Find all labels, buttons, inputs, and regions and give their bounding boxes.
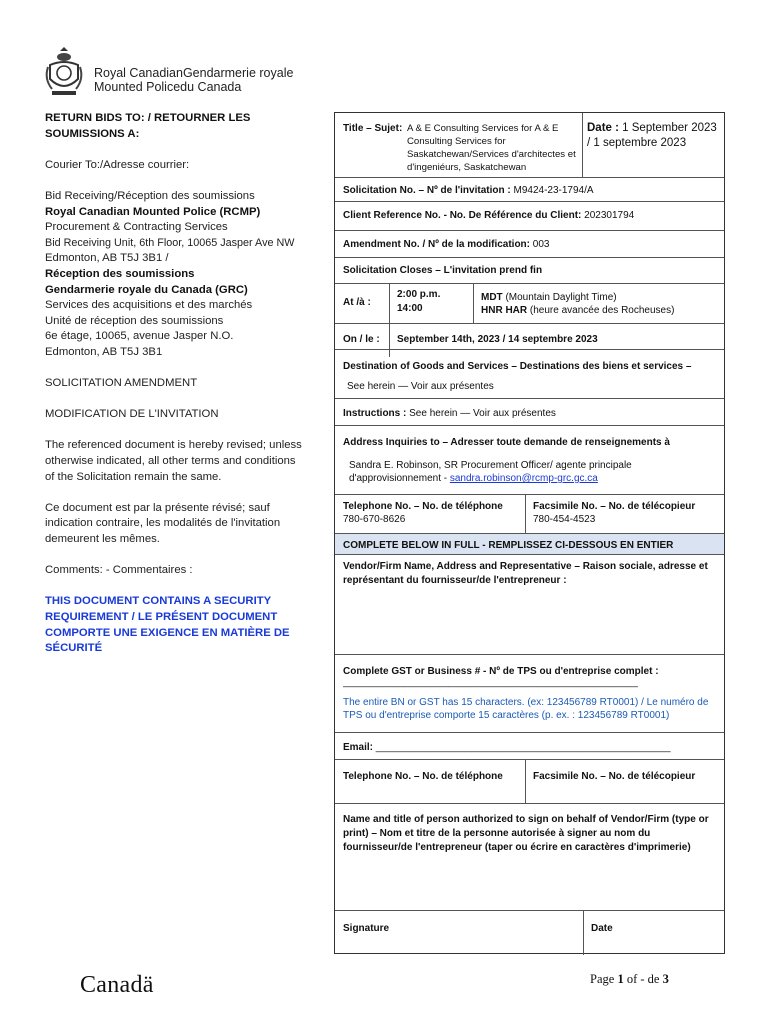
comments-label: Comments: - Commentaires : xyxy=(45,564,193,577)
close-time-24h: 14:00 xyxy=(397,303,423,314)
page-indicator xyxy=(590,972,669,987)
security-notice: THIS DOCUMENT CONTAINS A SECURITY REQUIREMENT / LE PRÉSENT DOCUMENT COMPORTE UNE EXIGENCE EN MATIÈRE DE SÉCURITÉ xyxy=(45,595,290,655)
instructions-value: See herein — Voir aux présentes xyxy=(409,408,556,419)
addr-line: 6e étage, 10065, avenue Jasper N.O. xyxy=(45,330,234,343)
canada-wordmark: Canadä xyxy=(80,972,154,998)
gst-label: Complete GST or Business # - Nº de TPS ou d'entreprise complet : xyxy=(343,666,659,677)
fax-label: Facsimile No. – No. de télécopieur xyxy=(533,501,696,512)
page-of: of - de xyxy=(626,972,660,986)
addr-line: Gendarmerie royale du Canada (GRC) xyxy=(45,283,248,296)
email-label: Email: xyxy=(343,742,374,753)
amendment-label: Amendment No. / Nº de la modification: xyxy=(343,239,530,250)
tz-en-abbr: MDT xyxy=(481,292,503,303)
title-label: Title – Sujet: xyxy=(343,123,403,134)
page-number: 1 xyxy=(617,972,624,986)
tz-en: (Mountain Daylight Time) xyxy=(505,292,617,303)
addr-line: Unité de réception des soumissions xyxy=(45,314,224,327)
authorized-signer-label: Name and title of person authorized to sign on behalf of Vendor/Firm (type or print) – Nom et titre de la personne autorisée à signer au nom du fournisseur/de l'entrepreneur (taper ou écrire en caractères d'imprimerie) xyxy=(343,814,709,853)
gst-note: The entire BN or GST has 15 characters. (ex: 123456789 RT0001) / Le numéro de TPS ou d'entreprise comporte 15 caractères (p. ex. : 123456789 RT0001) xyxy=(343,697,709,721)
tel2-label: Telephone No. – No. de téléphone xyxy=(343,771,503,782)
courier-label: Courier To:/Adresse courrier: xyxy=(45,158,190,171)
page-prefix: Page xyxy=(590,972,615,986)
signature-label: Signature xyxy=(343,923,390,934)
org-fr-line1: Gendarmerie royale xyxy=(182,66,294,80)
title-value: A & E Consulting Services for A & E Consulting Services for Saskatchewan/Services d'architectes et d'ingeniéurs, Saskatchewan xyxy=(407,123,576,173)
instructions-label: Instructions : xyxy=(343,408,407,419)
revised-text-en: The referenced document is hereby revised; unless otherwise indicated, all other terms and conditions of the Solicitation remain the same. xyxy=(45,439,302,483)
page-total: 3 xyxy=(662,972,669,986)
addr-line: Edmonton, AB T5J 3B1 / xyxy=(45,252,169,265)
date-label: Date : xyxy=(587,122,619,134)
on-value: September 14th, 2023 / 14 septembre 2023 xyxy=(397,334,598,345)
revised-text-fr: Ce document est par la présente révisé; sauf indication contraire, les modalités de l'invitation demeurent les mêmes. xyxy=(45,501,281,546)
vendor-label: Vendor/Firm Name, Address and Representative – Raison sociale, adresse et représentant du fournisseur/de l'entrepreneur : xyxy=(343,561,708,586)
date-value: 1 September 2023 / 1 septembre 2023 xyxy=(587,122,717,149)
left-column xyxy=(45,111,305,657)
org-en-line1: Royal Canadian xyxy=(94,66,183,80)
at-label: At /à : xyxy=(343,297,371,308)
org-fr-line2: du Canada xyxy=(180,80,242,94)
solicitation-value: M9424-23-1794/A xyxy=(513,185,594,196)
on-label: On / le : xyxy=(343,334,380,345)
fax-value: 780-454-4523 xyxy=(533,514,596,525)
gst-input[interactable]: _____________________________________________________ xyxy=(343,677,638,688)
addr-line: Edmonton, AB T5J 3B1 xyxy=(45,345,163,358)
close-time-12h: 2:00 p.m. xyxy=(397,289,441,300)
closes-label: Solicitation Closes – L'invitation prend fin xyxy=(343,265,543,276)
addr-line: Services des acquisitions et des marchés xyxy=(45,299,253,312)
inquiries-email-link[interactable]: sandra.robinson@rcmp-grc.gc.ca xyxy=(449,473,598,484)
client-ref-value: 202301794 xyxy=(584,210,635,221)
inquiries-contact: Sandra E. Robinson, SR Procurement Officer/ agente principale xyxy=(349,460,632,471)
destination-value: See herein — Voir aux présentes xyxy=(347,381,494,392)
amendment-heading-fr: MODIFICATION DE L'INVITATION xyxy=(45,408,219,421)
return-bids-heading: RETURN BIDS TO: / RETOURNER LES SOUMISSIONS A: xyxy=(45,112,251,140)
addr-line: Bid Receiving/Réception des soumissions xyxy=(45,189,255,202)
addr-line: Réception des soumissions xyxy=(45,267,195,280)
solicitation-label: Solicitation No. – Nº de l'invitation : xyxy=(343,185,511,196)
amendment-heading-en: SOLICITATION AMENDMENT xyxy=(45,377,198,390)
email-input[interactable]: _____________________________________________________ xyxy=(375,742,671,753)
tel-label: Telephone No. – No. de téléphone xyxy=(343,501,503,512)
date2-label: Date xyxy=(591,923,613,934)
addr-line: Procurement & Contracting Services xyxy=(45,221,228,234)
tel-value: 780-670-8626 xyxy=(343,514,406,525)
inquiries-label: Address Inquiries to – Adresser toute demande de renseignements à xyxy=(343,437,670,448)
solicitation-form xyxy=(334,112,725,954)
inquiries-contact-fr: d'approvisionnement - xyxy=(349,473,448,484)
rcmp-crest-icon xyxy=(42,45,86,97)
amendment-value: 003 xyxy=(532,239,550,250)
destination-label: Destination of Goods and Services – Destinations des biens et services – xyxy=(343,361,692,372)
addr-line: Royal Canadian Mounted Police (RCMP) xyxy=(45,205,261,218)
tz-fr: (heure avancée des Rocheuses) xyxy=(529,305,675,316)
tz-fr-abbr: HNR HAR xyxy=(481,305,528,316)
addr-line: Bid Receiving Unit, 6th Floor, 10065 Jasper Ave NW xyxy=(45,236,295,249)
client-ref-label: Client Reference No. - No. De Référence du Client: xyxy=(343,210,582,221)
organization-name xyxy=(94,66,293,94)
org-en-line2: Mounted Police xyxy=(94,80,181,94)
complete-heading: COMPLETE BELOW IN FULL - REMPLISSEZ CI-DESSOUS EN ENTIER xyxy=(343,540,674,551)
fax2-label: Facsimile No. – No. de télécopieur xyxy=(533,771,696,782)
